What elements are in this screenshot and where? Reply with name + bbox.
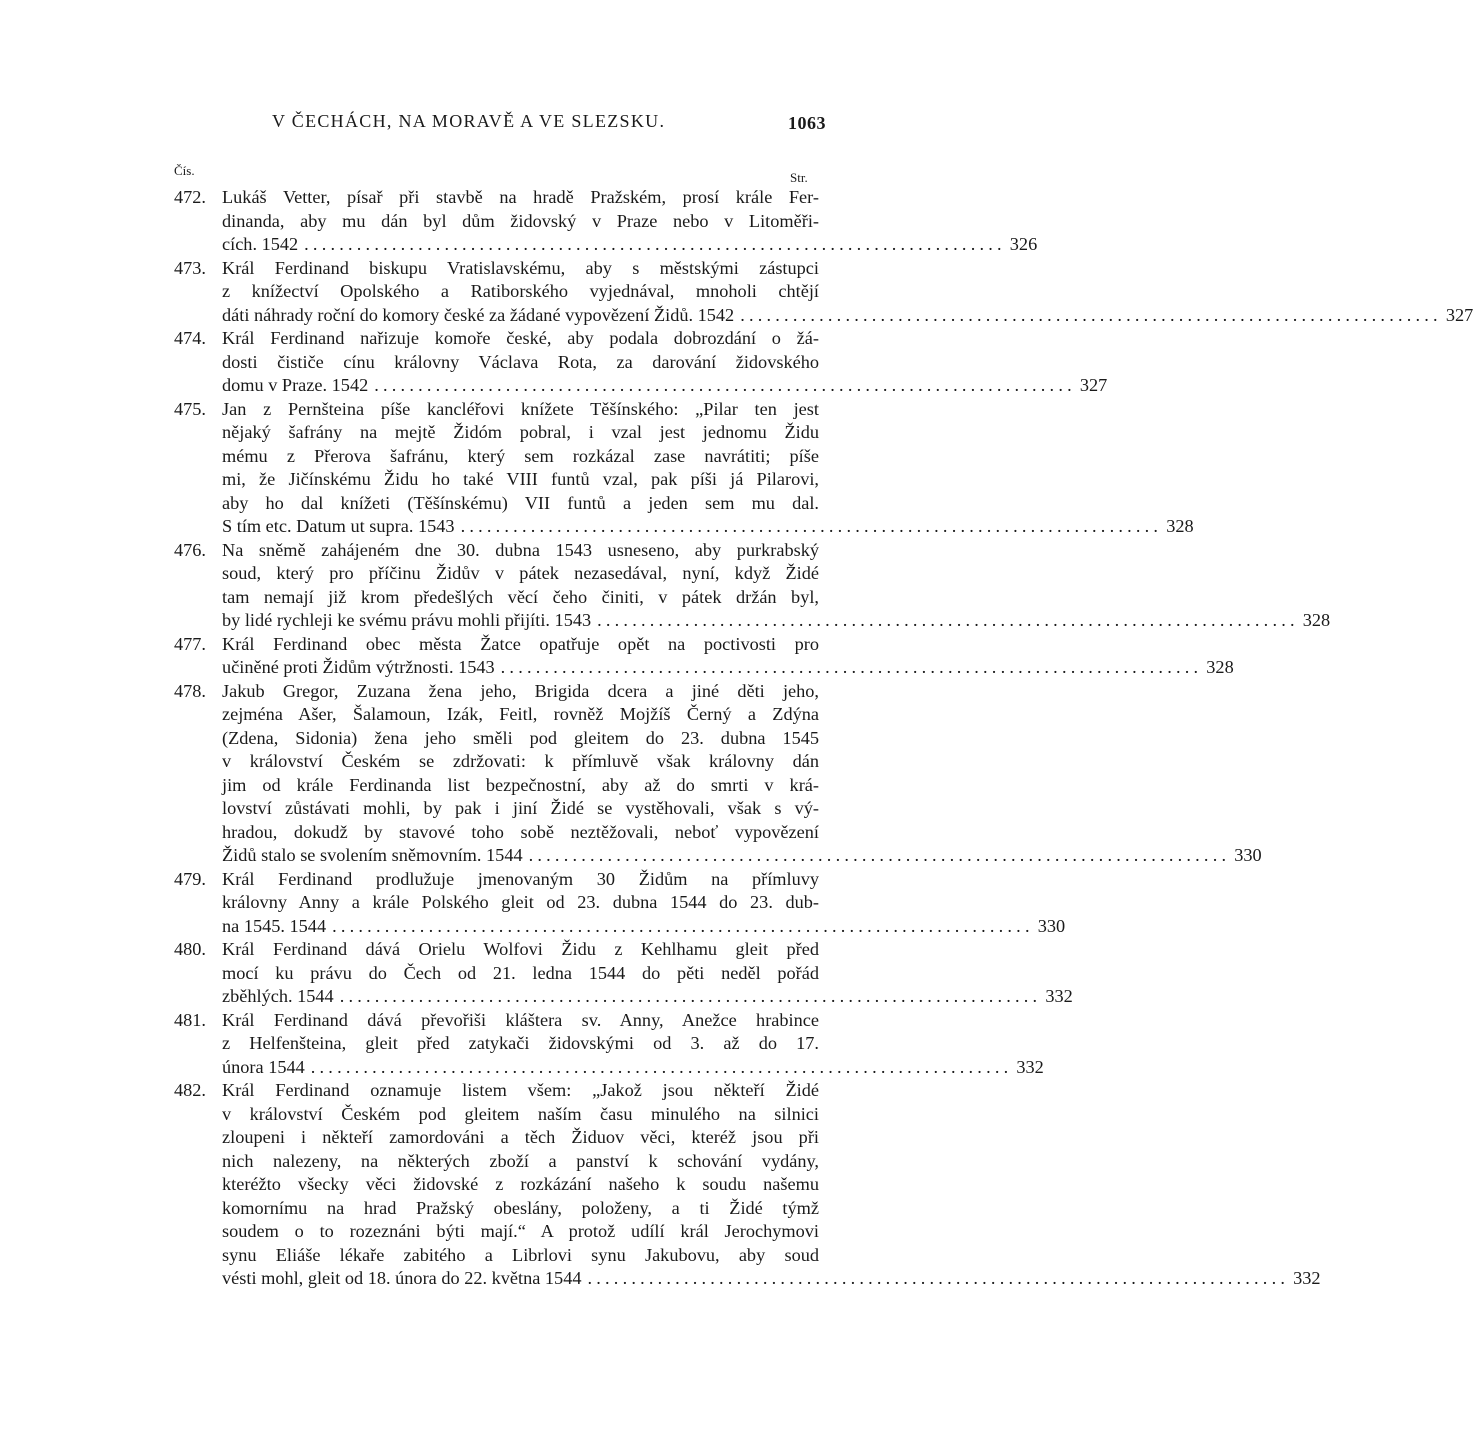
- entry-number: 475.: [174, 398, 206, 419]
- entry-text: komornímu na hrad Pražský obeslány, položeny, a ti Židé týmž: [222, 1197, 819, 1218]
- entry-text: v království Českém se zdržovati: k přímluvě však královny dán: [222, 751, 819, 771]
- entry-text: v království Českém pod gleitem naším času minulého na silnici: [222, 1103, 819, 1124]
- entry-text: na 1545. 1544: [222, 915, 327, 936]
- entry-line: [174, 821, 819, 845]
- entry-line: [174, 1173, 819, 1197]
- page-reference: 332: [1293, 1268, 1321, 1288]
- entry-number: 476.: [174, 539, 206, 560]
- entry-text: hradou, dokudž by stavové toho sobě neztěžovali, neboť vypovězení: [222, 821, 819, 842]
- entry-text: zloupeni i někteří zamordováni a těch Židuov věci, kteréž jsou při: [222, 1127, 819, 1147]
- entry-text: z knížectví Opolského a Ratiborského vyjednával, mnoholi chtějí: [222, 281, 819, 301]
- entry-line: [174, 774, 819, 798]
- entry-line: [174, 915, 1066, 939]
- entry-line: [174, 186, 819, 210]
- page-reference: 328: [1166, 516, 1194, 536]
- entry-text: Na sněmě zahájeném dne 30. dubna 1543 usneseno, aby purkrabský: [222, 539, 819, 560]
- entry-text: synu Eliáše lékaře zabitého a Librlovi synu Jakubovu, aby soud: [222, 1244, 819, 1265]
- entry-line: [174, 1267, 1321, 1291]
- entry-line: [174, 280, 819, 304]
- entry-line: [174, 750, 819, 774]
- entry-line: [174, 844, 1262, 868]
- entry-text: učiněné proti Židům výtržnosti. 1543: [222, 657, 495, 677]
- page-reference: 327: [1079, 375, 1108, 395]
- register-entries: [174, 186, 1474, 1291]
- entry-text: S tím etc. Datum ut supra. 1543: [222, 516, 455, 536]
- entry-text: vésti mohl, gleit od 18. února do 22. května 1544: [222, 1268, 582, 1288]
- entry-line: [174, 351, 819, 375]
- entry-text: kteréžto všecky věci židovské z rozkázání našeho k soudu našemu: [222, 1174, 819, 1194]
- entry-line: [174, 609, 1331, 633]
- leader-dots: ................................................................................: [587, 1268, 1290, 1288]
- entry-text: (Zdena, Sidonia) žena jeho směli pod gleitem do 23. dubna 1545: [222, 727, 819, 748]
- page-reference: 332: [1045, 986, 1073, 1006]
- register-entry: [174, 186, 1038, 257]
- entry-text: královny Anny a krále Polského gleit od 23. dubna 1544 do 23. dub-: [222, 892, 819, 912]
- entry-text: Král Ferdinand biskupu Vratislavskému, aby s městskými zástupci: [222, 257, 819, 278]
- entry-last-line: [222, 374, 1108, 398]
- entry-line: [174, 492, 819, 516]
- entry-line: [174, 1220, 819, 1244]
- entry-text: soud, který pro příčinu Židův v pátek nezasedával, nyní, když Židé: [222, 563, 819, 583]
- register-entry: [174, 633, 1234, 680]
- entry-last-line: [222, 1267, 1321, 1291]
- entry-line: [174, 797, 819, 821]
- entry-line: [174, 891, 819, 915]
- entry-text: mi, že Jičínskému Židu ho také VIII funtů vzal, pak píši já Pilarovi,: [222, 469, 819, 489]
- entry-line: [174, 468, 819, 492]
- entry-line: [174, 656, 1234, 680]
- entry-text: dinanda, aby mu dán byl dům židovský v Praze nebo v Litoměři-: [222, 210, 819, 231]
- entry-line: [174, 1244, 819, 1268]
- entry-text: Král Ferdinand oznamuje listem všem: „Jakož jsou někteří Židé: [222, 1080, 819, 1100]
- entry-line: [174, 327, 819, 351]
- entry-line: [174, 445, 819, 469]
- entry-text: Král Ferdinand dává Orielu Wolfovi Židu z Kehlhamu gleit před: [222, 939, 819, 959]
- entry-line: [174, 562, 819, 586]
- entry-number: 481.: [174, 1009, 206, 1030]
- page-number: 1063: [788, 113, 826, 133]
- page-reference: 330: [1037, 915, 1066, 936]
- entry-last-line: [222, 609, 1331, 633]
- entry-number: 482.: [174, 1080, 206, 1100]
- entry-number: 480.: [174, 939, 206, 959]
- entry-text: domu v Praze. 1542: [222, 375, 369, 395]
- register-entry: [174, 398, 1194, 539]
- column-number-label: Čís.: [174, 163, 195, 178]
- entry-text: nich nalezeny, na některých zboží a panství k schování vydány,: [222, 1150, 819, 1171]
- column-page-label: Str.: [790, 170, 808, 185]
- page-reference: 332: [1016, 1056, 1044, 1077]
- entry-line: [174, 515, 1194, 539]
- register-entry: [174, 1009, 1044, 1080]
- entry-last-line: [222, 985, 1073, 1009]
- entry-last-line: [222, 233, 1038, 257]
- entry-line: [174, 304, 1474, 328]
- entry-text: Král Ferdinand nařizuje komoře české, aby podala dobrozdání o žá-: [222, 328, 819, 348]
- entry-text: Lukáš Vetter, písař při stavbě na hradě Pražském, prosí krále Fer-: [222, 187, 819, 207]
- entry-line: [174, 374, 1108, 398]
- entry-number: 473.: [174, 257, 206, 278]
- entry-line: [174, 1126, 819, 1150]
- entry-text: dáti náhrady roční do komory české za žádané vypovězení Židů. 1542: [222, 304, 735, 325]
- entry-text: jim od krále Ferdinanda list bezpečnostní, aby až do smrti v krá-: [222, 774, 819, 795]
- leader-dots: ................................................................................: [528, 845, 1231, 865]
- register-entry: [174, 257, 1474, 328]
- leader-dots: ................................................................................: [374, 375, 1076, 395]
- register-entry: [174, 680, 1262, 868]
- entry-last-line: [222, 1056, 1044, 1080]
- entry-line: [174, 938, 819, 962]
- entry-last-line: [222, 304, 1474, 328]
- entry-line: [174, 633, 819, 657]
- entry-text: zejména Ašer, Šalamoun, Izák, Feitl, rovněž Mojžíš Černý a Zdýna: [222, 704, 819, 724]
- entry-text: Jan z Pernšteina píše kancléřovi knížete Těšínského: „Pilar ten jest: [222, 398, 819, 419]
- entry-text: dosti čističe cínu královny Václava Rota, za darování židovského: [222, 351, 819, 372]
- page-reference: 328: [1302, 610, 1331, 630]
- entry-text: z Helfenšteina, gleit před zatykači židovskými od 3. až do 17.: [222, 1033, 819, 1053]
- entry-line: [174, 233, 1038, 257]
- entry-line: [174, 1150, 819, 1174]
- entry-text: Král Ferdinand dává převořiši kláštera sv. Anny, Anežce hrabince: [222, 1009, 819, 1030]
- entry-number: 474.: [174, 328, 206, 348]
- page-reference: 326: [1009, 234, 1038, 254]
- entry-line: [174, 868, 819, 892]
- entry-text: února 1544: [222, 1056, 305, 1077]
- entry-number: 479.: [174, 868, 206, 889]
- entry-line: [174, 398, 819, 422]
- leader-dots: ................................................................................: [500, 657, 1203, 677]
- page-reference: 328: [1206, 657, 1234, 677]
- entry-line: [174, 421, 819, 445]
- entry-text: Jakub Gregor, Zuzana žena jeho, Brigida dcera a jiné děti jeho,: [222, 680, 819, 701]
- leader-dots: ................................................................................: [332, 915, 1034, 936]
- leader-dots: ................................................................................: [339, 986, 1042, 1006]
- register-entry: [174, 539, 1331, 633]
- entry-number: 477.: [174, 633, 206, 654]
- entry-last-line: [222, 844, 1262, 868]
- entry-text: lovství zůstávati mohli, by pak i jiní Židé se vystěhovali, však s vý-: [222, 798, 819, 818]
- register-entry: [174, 1079, 1321, 1291]
- leader-dots: ................................................................................: [310, 1056, 1013, 1077]
- entry-line: [174, 727, 819, 751]
- entry-number: 478.: [174, 680, 206, 701]
- entry-line: [174, 1079, 819, 1103]
- entry-line: [174, 1103, 819, 1127]
- leader-dots: ................................................................................: [304, 234, 1006, 254]
- entry-text: by lidé rychleji ke svému právu mohli přijíti. 1543: [222, 610, 592, 630]
- entry-number: 472.: [174, 187, 206, 207]
- entry-text: Židů stalo se svolením sněmovním. 1544: [222, 845, 523, 865]
- page-reference: 330: [1234, 845, 1262, 865]
- entry-text: aby ho dal knížeti (Těšínskému) VII funtů a jeden sem mu dal.: [222, 492, 819, 513]
- entry-text: Král Ferdinand prodlužuje jmenovaným 30 Židům na přímluvy: [222, 868, 819, 889]
- entry-line: [174, 962, 819, 986]
- register-entry: [174, 938, 1073, 1009]
- entry-line: [174, 257, 819, 281]
- leader-dots: ................................................................................: [460, 516, 1163, 536]
- entry-last-line: [222, 656, 1234, 680]
- entry-text: cích. 1542: [222, 234, 299, 254]
- entry-line: [174, 703, 819, 727]
- running-title: V ČECHÁCH, NA MORAVĚ A VE SLEZSKU.: [272, 111, 666, 131]
- entry-last-line: [222, 515, 1194, 539]
- register-entry: [174, 327, 1108, 398]
- entry-text: mocí ku právu do Čech od 21. ledna 1544 do pěti neděl pořád: [222, 962, 819, 983]
- entry-text: nějaký šafrány na mejtě Židóm pobral, i vzal jest jednomu Židu: [222, 422, 819, 442]
- entry-line: [174, 985, 1073, 1009]
- leader-dots: ................................................................................: [597, 610, 1299, 630]
- entry-text: mému z Přerova šafránu, který sem rozkázal zase navrátiti; píše: [222, 445, 819, 466]
- leader-dots: ................................................................................: [740, 304, 1442, 325]
- register-entry: [174, 868, 1066, 939]
- entry-last-line: [222, 915, 1066, 939]
- entry-text: tam nemají již krom předešlých věcí čeho činiti, v pátek držán byl,: [222, 586, 819, 607]
- entry-line: [174, 1032, 819, 1056]
- page-reference: 327: [1445, 304, 1474, 325]
- entry-line: [174, 1197, 819, 1221]
- entry-line: [174, 210, 819, 234]
- entry-line: [174, 680, 819, 704]
- entry-text: Král Ferdinand obec města Žatce opatřuje opět na poctivosti pro: [222, 633, 819, 654]
- entry-text: soudem o to rozeznáni býti mají.“ A protož udílí král Jerochymovi: [222, 1221, 819, 1241]
- entry-line: [174, 586, 819, 610]
- entry-text: zběhlých. 1544: [222, 986, 334, 1006]
- entry-line: [174, 539, 819, 563]
- entry-line: [174, 1009, 819, 1033]
- entry-line: [174, 1056, 1044, 1080]
